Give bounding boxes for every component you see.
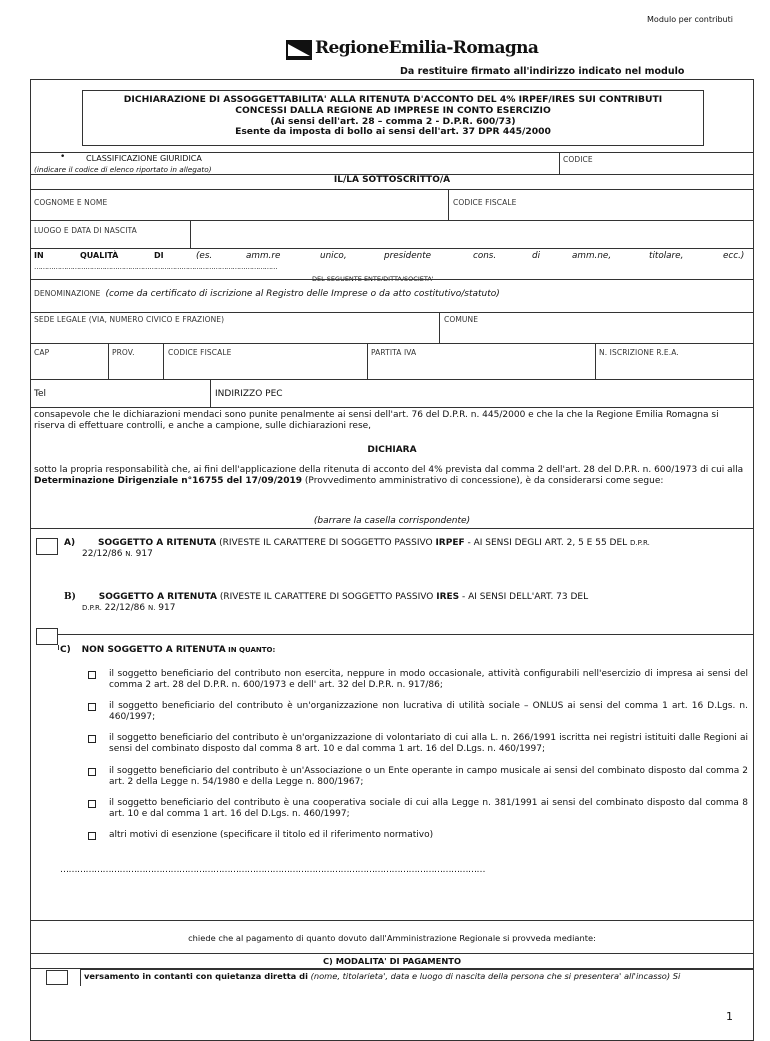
capacity-word: titolare, (649, 251, 684, 261)
reason-checkbox-icon[interactable] (88, 832, 96, 840)
reason-item[interactable] (88, 669, 748, 691)
capacity-dots[interactable]: …………………………………………………………………………………………………… (34, 263, 278, 271)
title-line-4: Esente da imposta di bollo ai sensi dell'art. 37 DPR 445/2000 (235, 126, 551, 138)
form-type-label: Modulo per contributi (647, 15, 733, 24)
denomination-field[interactable] (34, 294, 746, 310)
option-a-tax: IRPEF (435, 538, 465, 548)
region-logo-icon (286, 40, 312, 60)
reason-text: altri motivi di esenzione (specificare il titolo ed il riferimento normativo) (109, 830, 434, 840)
denomination-label: DENOMINAZIONE (34, 289, 101, 298)
prov-field[interactable] (112, 360, 160, 376)
capacity-word: unico, (320, 251, 347, 261)
reason-item[interactable] (88, 766, 748, 788)
option-a-checkbox[interactable] (36, 538, 58, 555)
option-b-dpr: D.P.R. (82, 604, 102, 612)
title-box (82, 90, 704, 146)
option-a-letter: A) (64, 538, 76, 548)
option-b-desc-4: 917 (155, 603, 176, 613)
responsibility-text (34, 465, 746, 487)
signer-tax-code-field[interactable] (452, 208, 748, 218)
tel-field[interactable] (60, 384, 205, 402)
option-b-desc-2: - AI SENSI DELL'ART. 73 DEL (459, 592, 589, 602)
capacity-word: IN (34, 251, 44, 260)
classification-note: (indicare il codice di elenco riportato in allegato) (34, 165, 212, 174)
vat-field[interactable] (371, 360, 591, 376)
option-b-tax: IRES (436, 592, 460, 602)
option-c-title: NON SOGGETTO A RITENUTA (81, 645, 226, 655)
classification-bullet: • (60, 152, 66, 162)
declares-heading: DICHIARA (367, 445, 417, 455)
option-a-desc-2: - AI SENSI DEGLI ART. 2, 5 E 55 DEL (464, 538, 631, 548)
entity-tax-code-label: CODICE FISCALE (168, 348, 232, 357)
option-a-text (64, 538, 754, 560)
capacity-word: amm.ne, (572, 251, 612, 261)
reason-text: il soggetto beneficiario del contributo è un'organizzazione non lucrativa di utilità sociale – ONLUS ai sensi del comma 1 art. 16 D.Lgs. n. 460/1997; (109, 701, 748, 722)
option-a-n: N. (125, 550, 133, 558)
reason-item[interactable] (88, 701, 748, 723)
vat-label: PARTITA IVA (371, 348, 417, 357)
classification-code-label: CODICE (563, 155, 593, 164)
signer-heading: IL/LA SOTTOSCRITTO/A (333, 175, 451, 185)
determination-reference: Determinazione Dirigenziale n°16755 del 17/09/2019 (34, 476, 303, 486)
option-c-suffix: IN QUANTO: (225, 646, 276, 654)
reason-checkbox-icon[interactable] (88, 735, 96, 743)
title-line-3: (Ai sensi dell'art. 28 – comma 2 - D.P.R. 600/73) (270, 115, 516, 127)
option-c-heading (60, 645, 275, 655)
reason-checkbox-icon[interactable] (88, 768, 96, 776)
cash-payment-title: versamento in contanti con quietanza diretta di (84, 971, 308, 981)
capacity-word: (es. (196, 251, 213, 261)
reason-checkbox-icon[interactable] (88, 671, 96, 679)
responsibility-part-3: (Provvedimento amministrativo di concessione), è da considerarsi come segue: (302, 476, 664, 486)
return-note: Da restituire firmato all'indirizzo indicato nel modulo (400, 66, 685, 77)
payment-heading: C) MODALITA' DI PAGAMENTO (322, 956, 462, 966)
title-line-1: DICHIARAZIONE DI ASSOGGETTABILITA' ALLA RITENUTA D'ACCONTO DEL 4% IRPEF/IRES SUI CONTRIBUTI (123, 94, 663, 105)
option-b-desc-3: 22/12/86 (101, 603, 148, 613)
capacity-word: QUALITÀ (80, 251, 119, 260)
entity-tax-code-field[interactable] (168, 360, 363, 376)
denomination-hint: (come da certificato di iscrizione al Registro delle Imprese o da atto costitutivo/statuto) (105, 289, 500, 299)
municipality-label: COMUNE (444, 315, 479, 324)
option-b-desc-1: (RIVESTE IL CARATTERE DI SOGGETTO PASSIVO (217, 592, 437, 602)
signer-tax-code-label: CODICE FISCALE (453, 198, 517, 207)
other-reasons-dotted-line[interactable]: …………………………………………………………………………………………………………………………………… (60, 865, 485, 875)
option-b-letter: B) (64, 592, 76, 602)
capacity-word: cons. (473, 251, 497, 261)
option-b-n: N. (147, 604, 156, 612)
entity-note: DEL SEGUENTE ENTE/DITTA/SOCIETA' (312, 275, 434, 281)
reason-item[interactable] (88, 798, 748, 820)
capacity-word: amm.re (246, 251, 281, 261)
option-c-letter: C) (60, 645, 71, 655)
title-line-2: CONCESSI DALLA REGIONE AD IMPRESE IN CONTO ESERCIZIO (235, 104, 551, 116)
birth-field[interactable] (195, 222, 747, 246)
seat-field[interactable] (34, 326, 434, 340)
reason-text: il soggetto beneficiario del contributo è un'Associazione o un Ente operante in campo musicale ai sensi del combinato disposto dal comma 2 art. 2 della Legge n. 54/1980 e della Legge n. 800/1967; (109, 766, 748, 787)
pec-label: INDIRIZZO PEC (215, 389, 283, 399)
rea-field[interactable] (599, 360, 747, 376)
capacity-word: DI (154, 251, 164, 260)
cash-payment-text (84, 971, 752, 981)
cap-field[interactable] (34, 360, 104, 376)
option-b-checkbox[interactable] (36, 628, 58, 645)
cap-label: CAP (34, 348, 50, 357)
reason-item[interactable] (88, 733, 748, 755)
option-b-text (64, 592, 754, 614)
capacity-word: di (532, 251, 541, 261)
payment-request: chiede che al pagamento di quanto dovuto dall'Amministrazione Regionale si provveda mediante: (188, 933, 596, 943)
region-logo-text: RegioneEmilia-Romagna (315, 38, 539, 58)
option-a-desc-4: 917 (132, 549, 153, 559)
awareness-text: consapevole che le dichiarazioni mendaci sono punite penalmente ai sensi dell'art. 76 del D.P.R. n. 445/2000 e che la che la Regione Emilia Romagna si riserva di effettuare controlli, e anche a campione, sulle dichiarazioni rese, (34, 410, 719, 431)
name-label: COGNOME E NOME (34, 198, 108, 207)
birth-label: LUOGO E DATA DI NASCITA (34, 226, 137, 235)
reason-item[interactable] (88, 830, 748, 841)
pec-field[interactable] (300, 384, 746, 402)
seat-label: SEDE LEGALE (VIA, NUMERO CIVICO E FRAZIONE) (34, 315, 225, 324)
cash-payment-checkbox[interactable] (46, 970, 68, 985)
reason-text: il soggetto beneficiario del contributo è una cooperativa sociale di cui alla Legge n. 381/1991 ai sensi del combinato disposto dal comma 8 art. 10 e dal comma 1 art. 16 del D.Lgs. n. 460/1997; (109, 798, 748, 819)
option-a-desc-3: 22/12/86 (82, 549, 126, 559)
capacity-word: ecc.) (723, 251, 745, 261)
reason-checkbox-icon[interactable] (88, 703, 96, 711)
cash-payment-hint: (nome, titolarieta', data e luogo di nascita della persona che si presentera' all'incasso) Si (307, 971, 681, 981)
option-a-desc-1: (RIVESTE IL CARATTERE DI SOGGETTO PASSIVO (216, 538, 436, 548)
option-b-title: SOGGETTO A RITENUTA (98, 592, 217, 602)
classification-code-field[interactable] (600, 153, 750, 173)
page-number: 1 (726, 1010, 733, 1023)
strike-note: (barrare la casella corrispondente) (313, 516, 471, 526)
reason-checkbox-icon[interactable] (88, 800, 96, 808)
rea-label: N. ISCRIZIONE R.E.A. (599, 348, 679, 357)
classification-label: CLASSIFICAZIONE GIURIDICA (86, 154, 202, 163)
option-a-title: SOGGETTO A RITENUTA (97, 538, 217, 548)
reason-text: il soggetto beneficiario del contributo è un'organizzazione di volontariato di cui alla L. n. 266/1991 iscritta nei registri istituiti dalle Regioni ai sensi del combinato disposto dal comma 8 art. 10 e dal comma 1 art. 16 del D.Lgs. n. 460/1997; (109, 733, 748, 754)
name-field[interactable] (34, 208, 444, 218)
tel-label: Tel (34, 389, 47, 399)
prov-label: PROV. (112, 348, 135, 357)
reason-text: il soggetto beneficiario del contributo non esercita, neppure in modo occasionale, attività configurabili nell'esercizio di impresa ai sensi del comma 2 art. 28 del D.P.R. n. 600/1973 e dell' art. 32 del D.P.R. n. 917/86; (109, 669, 748, 690)
municipality-field[interactable] (444, 326, 746, 340)
option-a-dpr: D.P.R. (630, 539, 650, 547)
capacity-word: presidente (384, 251, 432, 261)
responsibility-part-1: sotto la propria responsabilità che, ai fini dell'applicazione della ritenuta di acconto del 4% prevista dal comma 2 dell'art. 28 del D.P.R. n. 600/1973 di cui alla (34, 465, 744, 475)
